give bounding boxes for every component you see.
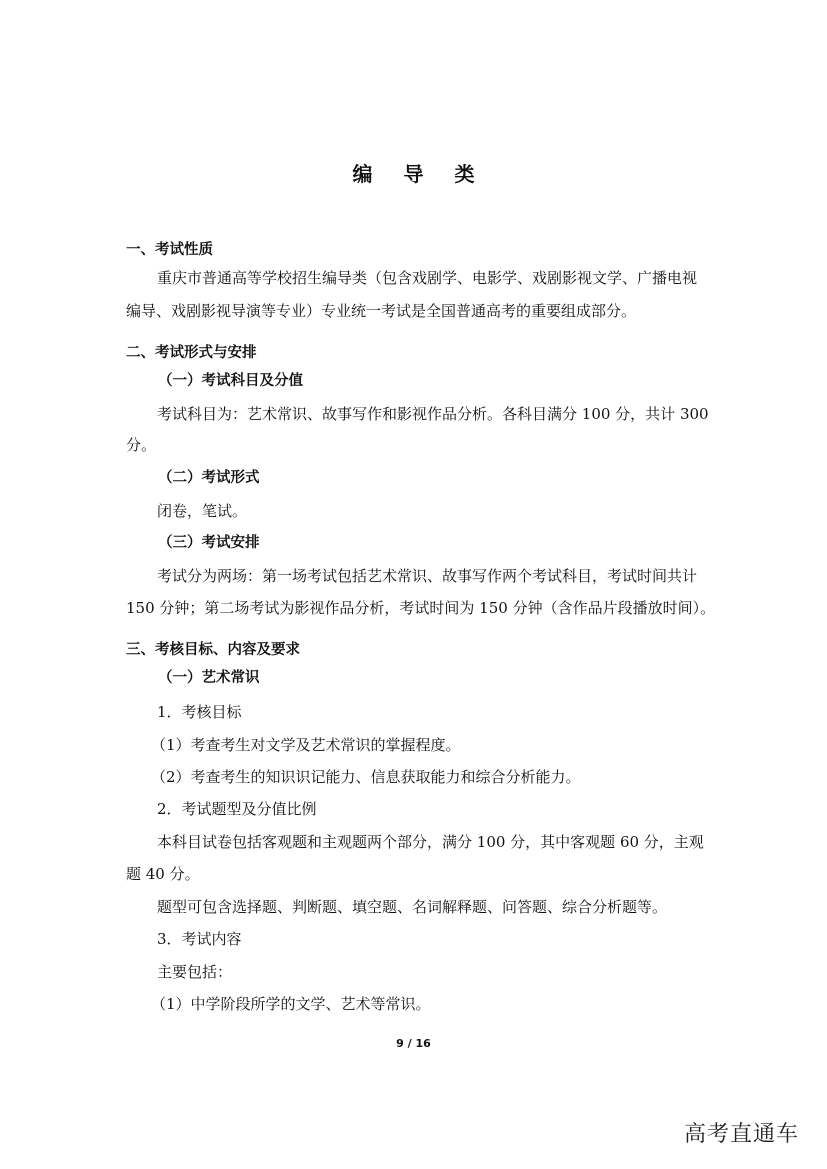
subsection-heading: （二）考试形式 — [158, 470, 260, 486]
paragraph-line: 题 40 分。 — [126, 865, 200, 883]
list-item: （1）中学阶段所学的文学、艺术等常识。 — [151, 995, 431, 1013]
paragraph-line: 重庆市普通高等学校招生编导类（包含戏剧学、电影学、戏剧影视文学、广播电视 — [157, 269, 698, 287]
paragraph-line: 闭卷，笔试。 — [157, 502, 248, 520]
paragraph-line: 主要包括： — [157, 963, 233, 981]
paragraph-line: 考试科目为：艺术常识、故事写作和影视作品分析。各科目满分 100 分，共计 300 — [157, 405, 709, 423]
list-item: （2）考查考生的知识识记能力、信息获取能力和综合分析能力。 — [151, 768, 581, 786]
paragraph-line: 题型可包含选择题、判断题、填空题、名词解释题、问答题、综合分析题等。 — [157, 898, 668, 916]
list-heading: 1．考核目标 — [157, 703, 242, 721]
page-title: 编 导 类 — [352, 162, 487, 186]
section-heading-1: 一、考试性质 — [126, 242, 213, 258]
paragraph-line: 150 分钟；第二场考试为影视作品分析，考试时间为 150 分钟（含作品片段播放时间）。 — [126, 599, 716, 617]
paragraph-line: 考试分为两场：第一场考试包括艺术常识、故事写作两个考试科目，考试时间共计 — [157, 567, 698, 585]
list-heading: 2．考试题型及分值比例 — [157, 800, 317, 818]
page-number: 9 / 16 — [396, 1037, 431, 1050]
list-heading: 3．考试内容 — [157, 930, 242, 948]
subsection-heading: （三）考试安排 — [158, 535, 260, 551]
section-heading-2: 二、考试形式与安排 — [126, 345, 257, 361]
section-heading-3: 三、考核目标、内容及要求 — [126, 642, 300, 658]
paragraph-line: 本科目试卷包括客观题和主观题两个部分，满分 100 分，其中客观题 60 分，主观 — [157, 833, 704, 851]
paragraph-line: 分。 — [126, 436, 157, 454]
list-item: （1）考查考生对文学及艺术常识的掌握程度。 — [151, 736, 461, 754]
subsection-heading: （一）艺术常识 — [158, 670, 260, 686]
watermark-logo: 高考直通车 — [683, 1122, 799, 1147]
subsection-heading: （一）考试科目及分值 — [158, 373, 303, 389]
paragraph-line: 编导、戏剧影视导演等专业）专业统一考试是全国普通高考的重要组成部分。 — [126, 302, 637, 320]
